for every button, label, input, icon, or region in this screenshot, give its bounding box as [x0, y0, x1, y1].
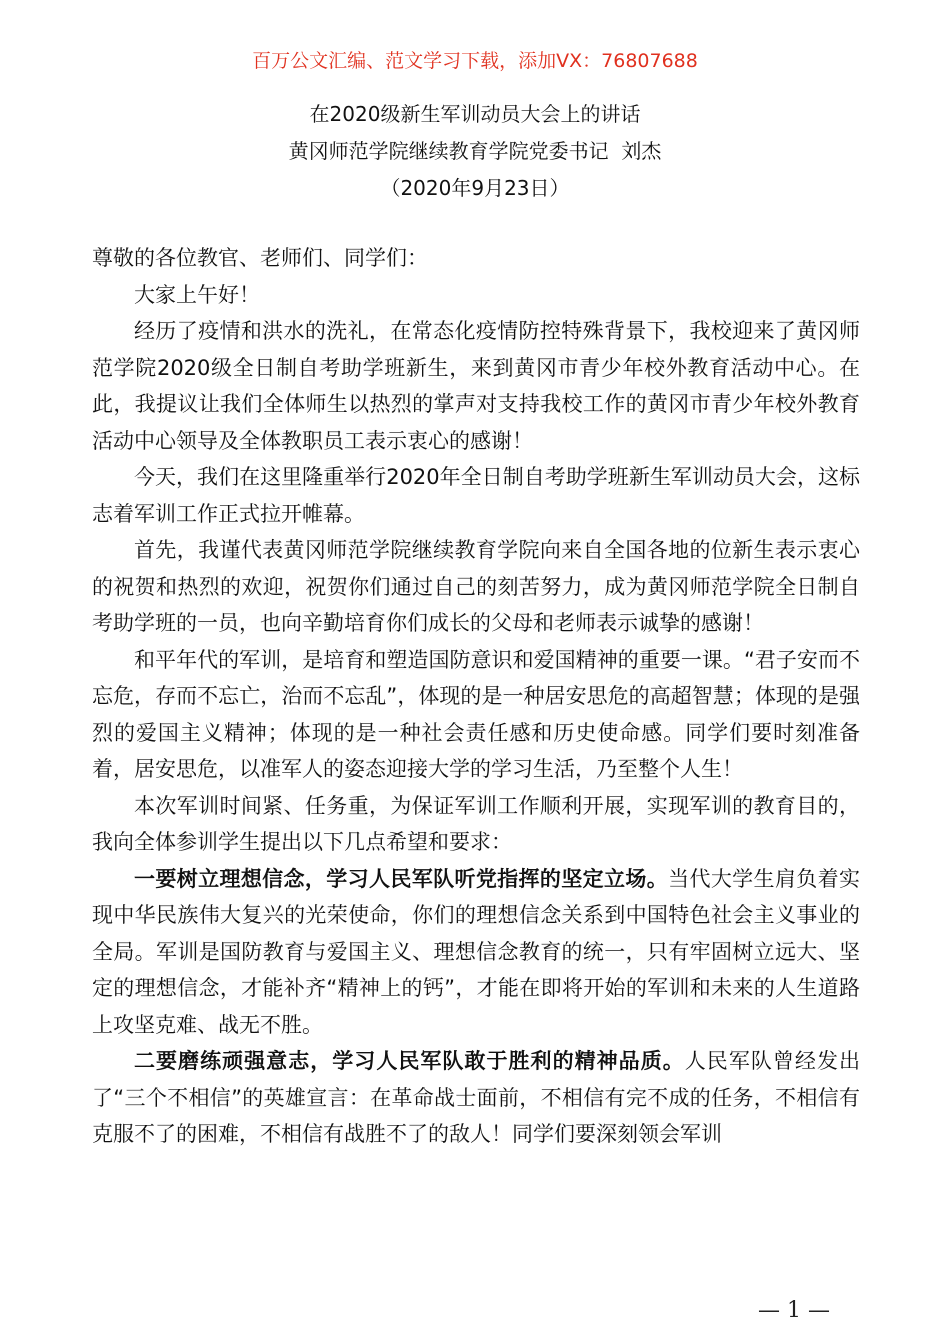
speech-date: （2020年9月23日）: [380, 176, 570, 200]
paragraph-1: 经历了疫情和洪水的洗礼，在常态化疫情防控特殊背景下，我校迎来了黄冈师范学院2020级全日制自考助学班新生，来到黄冈市青少年校外教育活动中心。在此，我提议让我们全体师生以热烈的掌声对支持我校工作的黄冈市青少年校外教育活动中心领导及全体教职员工表示衷心的感谢！: [92, 319, 860, 453]
paragraph-6-body: 当代大学生肩负着实现中华民族伟大复兴的光荣使命，你们的理想信念关系到中国特色社会主义事业的全局。军训是国防教育与爱国主义、理想信念教育的统一，只有牢固树立远大、坚定的理想信念，才能补齐“精神上的钙”，才能在即将开始的军训和未来的人生道路上攻坚克难、战无不胜。: [92, 866, 861, 1037]
greeting: 大家上午好！: [134, 282, 260, 307]
speaker-line: 黄冈师范学院继续教育学院党委书记 刘杰: [288, 139, 662, 163]
document-body: [92, 240, 860, 1153]
salutation: 尊敬的各位教官、老师们、同学们：: [92, 246, 428, 270]
paragraph-4: 和平年代的军训，是培育和塑造国防意识和爱国精神的重要一课。“君子安而不忘危，存而不忘亡，治而不忘乱”，体现的是一种居安思危的高超智慧；体现的是强烈的爱国主义精神；体现的是一种社会责任感和历史使命感。同学们要时刻准备着，居安思危，以准军人的姿态迎接大学的学习生活，乃至整个人生！: [92, 647, 860, 781]
paragraph-2: 今天，我们在这里隆重举行2020年全日制自考助学班新生军训动员大会，这标志着军训工作正式拉开帷幕。: [92, 465, 860, 526]
header-note: 百万公文汇编、范文学习下载，添加VX：76807688: [252, 50, 698, 72]
page-number: — 1 —: [758, 1298, 830, 1323]
paragraph-6: [92, 861, 860, 1044]
paragraph-7-body: 人民军队曾经发出了“三个不相信”的英雄宣言：在革命战士面前，不相信有完不成的任务，不相信有克服不了的困难，不相信有战胜不了的敌人！同学们要深刻领会军训: [92, 1049, 860, 1146]
speech-title: 在2020级新生军训动员大会上的讲话: [309, 102, 641, 126]
paragraph-7: [92, 1043, 860, 1153]
title-block: [0, 96, 950, 207]
paragraph-6-heading: 一要树立理想信念，学习人民军队听党指挥的坚定立场。: [134, 866, 669, 891]
paragraph-7-heading: 二要磨练顽强意志，学习人民军队敢于胜利的精神品质。: [134, 1049, 685, 1073]
paragraph-5: 本次军训时间紧、任务重，为保证军训工作顺利开展，实现军训的教育目的，我向全体参训学生提出以下几点希望和要求：: [92, 793, 860, 854]
paragraph-3: 首先，我谨代表黄冈师范学院继续教育学院向来自全国各地的位新生表示衷心的祝贺和热烈的欢迎，祝贺你们通过自己的刻苦努力，成为黄冈师范学院全日制自考助学班的一员，也向辛勤培育你们成长的父母和老师表示诚挚的感谢！: [92, 538, 860, 635]
